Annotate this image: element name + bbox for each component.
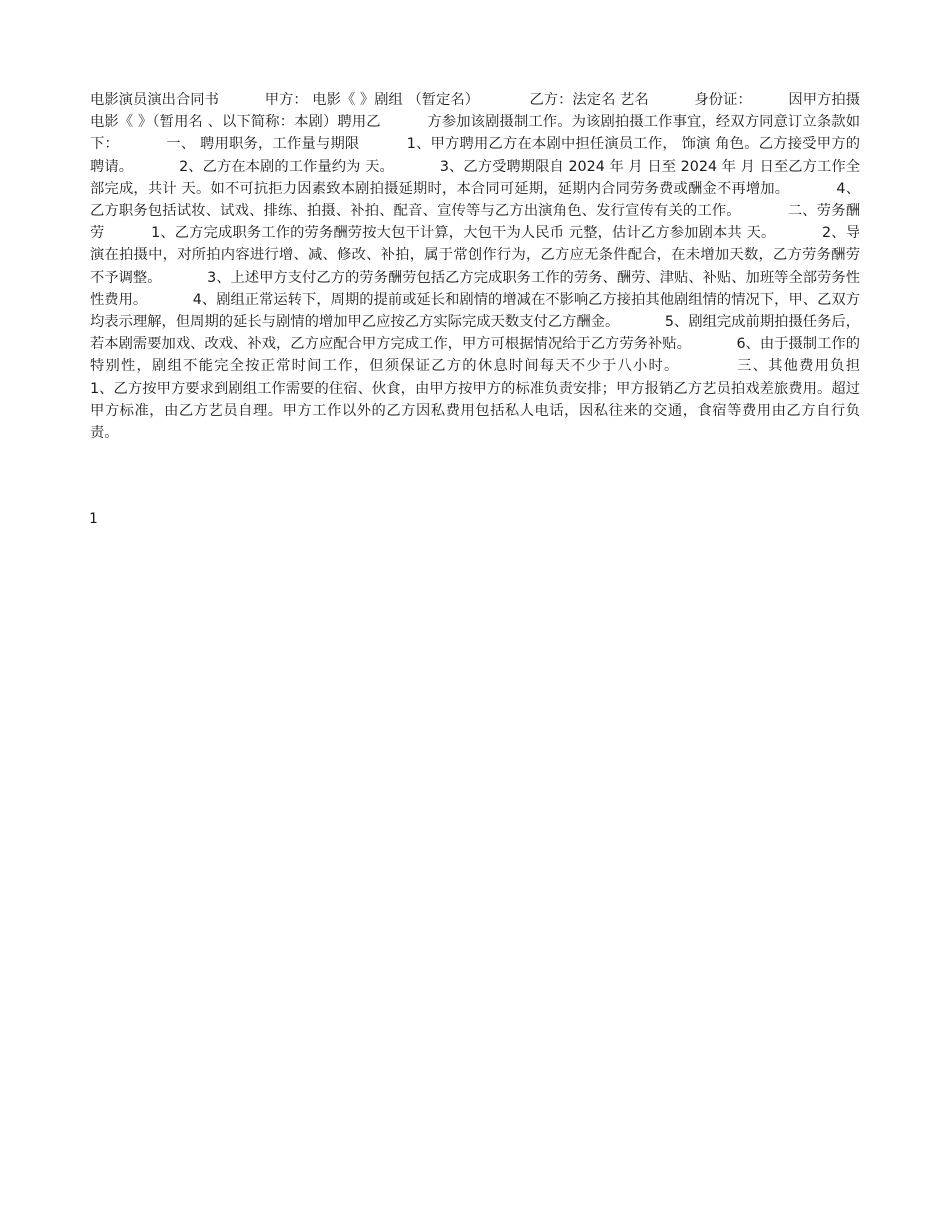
contract-body-text: 电影演员演出合同书 甲方： 电影《 》剧组 （暂定名） 乙方：法定名 艺名 身份证： 因甲方拍摄电影《 》（暂用名 、以下简称：本剧）聘用乙 方参加该剧摄制工作。为该剧拍摄工作事宜，经双方同意订立条款如下： 一、 聘用职务，工作量与期限 1、甲方聘用乙方在本剧中担任演员工作， 饰演 角色。乙方接受甲方的聘请。 2、乙方在本剧的工作量约为 天。 3、乙方受聘期限自 2024 年 月 日至 2024 年 月 日至乙方工作全部完成，共计 天。如不可抗拒力因素致本剧拍摄延期时，本合同可延期，延期内合同劳务费或酬金不再增加。 4、乙方职务包括试妆、试戏、排练、拍摄、补拍、配音、宣传等与乙方出演角色、发行宣传有关的工作。 二、劳务酬劳 1、乙方完成职务工作的劳务酬劳按大包干计算，大包干为人民币 元整，估计乙方参加剧本共 天。 2、导演在拍摄中，对所拍内容进行增、减、修改、补拍，属于常创作行为，乙方应无条件配合，在未增加天数，乙方劳务酬劳不予调整。 3、上述甲方支付乙方的劳务酬劳包括乙方完成职务工作的劳务、酬劳、津贴、补贴、加班等全部劳务性性费用。 4、剧组正常运转下，周期的提前或延长和剧情的增减在不影响乙方接拍其他剧组情的情况下，甲、乙双方均表示理解，但周期的延长与剧情的增加甲乙应按乙方实际完成天数支付乙方酬金。 5、剧组完成前期拍摄任务后，若本剧需要加戏、改戏、补戏，乙方应配合甲方完成工作，甲方可根据情况给于乙方劳务补贴。 6、由于摄制工作的特别性，剧组不能完全按正常时间工作，但须保证乙方的休息时间每天不少于八小时。 三、其他费用负担 1、乙方按甲方要求到剧组工作需要的住宿、伙食，由甲方按甲方的标准负责安排；甲方报销乙方艺员拍戏差旅费用。超过甲方标准，由乙方艺员自理。甲方工作以外的乙方因私费用包括私人电话，因私往来的交通，食宿等费用由乙方自行负责。 [90, 92, 906, 442]
page-number: 1 [89, 511, 98, 527]
